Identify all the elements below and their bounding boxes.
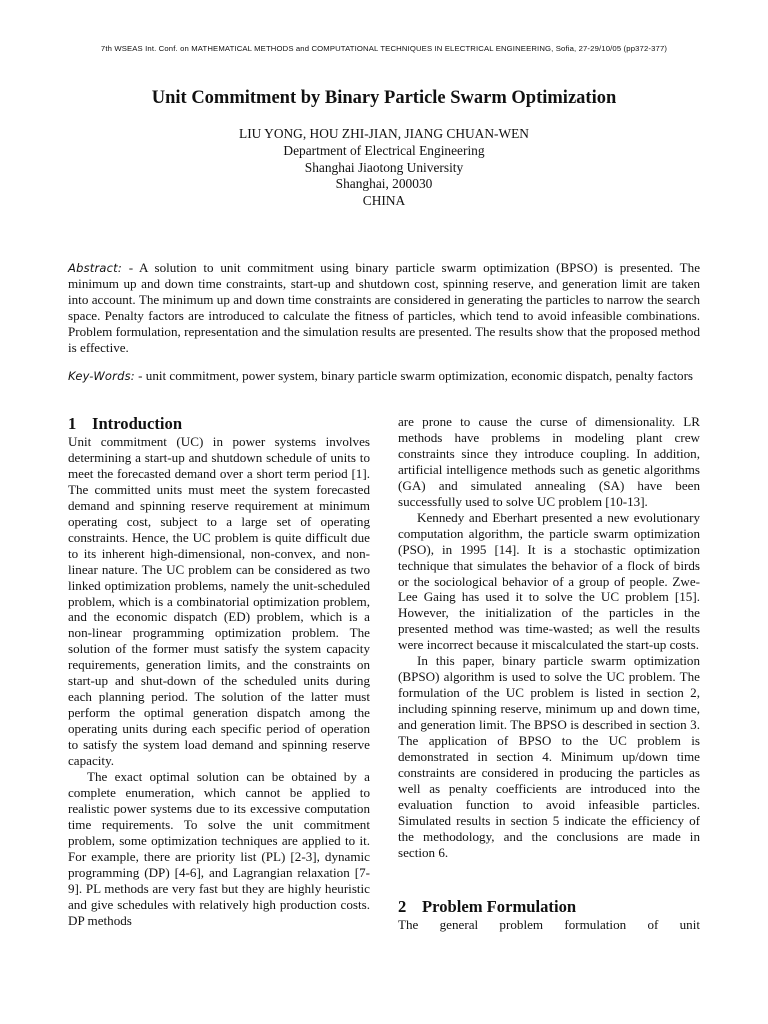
author-block [0,126,768,210]
right-column [398,414,700,933]
intro-paragraph-4: In this paper, binary particle swarm optimization (BPSO) algorithm is used to solve the UC problem. The formulation of the UC problem is listed in section 2, including spinning reserve, minimum up and down time, and generation limit. The BPSO is described in section 3. The application of BPSO to the UC problem is demonstrated in section 4. Minimum up/down time constraints are considered in producing the particles as well as penalty coefficients are introduced into the evaluation function to avoid infeasible particles. Simulated results in section 5 indicate the efficiency of the methodology, and the conclusions are made in section 6. [398,653,700,860]
section-number: 2 [398,896,407,916]
affiliation-country: CHINA [362,193,406,209]
conference-header: 7th WSEAS Int. Conf. on MATHEMATICAL METHODS and COMPUTATIONAL TECHNIQUES IN ELECTRICAL ENGINEERING, Sofia, 27-29/10/05 (pp372-377) [100,44,668,53]
section-title: Problem Formulation [422,896,577,916]
abstract-label: Abstract: [68,261,122,275]
author-names: LIU YONG, HOU ZHI-JIAN, JIANG CHUAN-WEN [239,126,529,141]
abstract-text: - A solution to unit commitment using binary particle swarm optimization (BPSO) is presented. The minimum up and down time constraints, start-up and shutdown cost, spinning reserve, and generation limit are taken into account. The minimum up and down time constraints are considered in generating the particles to narrow the search space. Penalty factors are introduced to calculate the fitness of particles, which tend to avoid infeasible combinations. Problem formulation, representation and the simulation results are presented. The results show that the proposed method is effective. [68,260,701,356]
section-number: 1 [68,414,77,433]
affiliation-department: Department of Electrical Engineering [283,142,485,158]
keywords-label: Key-Words: [68,369,135,383]
left-column [68,414,370,929]
intro-paragraph-1: Unit commitment (UC) in power systems involves determining a start-up and shutdown schedule of units to meet the forecasted demand over a short term period [1]. The committed units must meet the system forecasted demand and spinning reserve requirement at minimum operating cost, subject to a large set of operating constraints. Hence, the UC problem is quite difficult due to its inherent high-dimensional, non-convex, and non-linear nature. The UC problem can be considered as two linked optimization problems, namely the unit-scheduled problem, which is a combinatorial optimization problem, and the economic dispatch (ED) problem, which is a non-linear programming optimization problem. The solution of the former must satisfy the system capacity requirements, generation limits, and the constraints on start-up and shut-down of the scheduled units during each planning period. The solution of the latter must perform the optimal generation dispatch among the operating units during each specific period of operation to satisfy the system load demand and spinning reserve capacity. [68,434,370,769]
affiliation-university: Shanghai Jiaotong University [304,159,464,175]
section-heading-introduction [68,414,370,434]
keywords-text: - unit commitment, power system, binary particle swarm optimization, economic dispatch, penalty factors [138,368,694,383]
affiliation-city: Shanghai, 200030 [335,176,433,192]
intro-paragraph-2-continued: are prone to cause the curse of dimensionality. LR methods have problems in modeling plant crew constraints since they introduce coupling. In addition, artificial intelligence methods such as genetic algorithms (GA) and simulated annealing (SA) have been successfully used to solve UC problem [10-13]. [398,414,700,509]
paper-title: Unit Commitment by Binary Particle Swarm Optimization [151,88,617,108]
keywords [68,368,700,384]
problem-formulation-paragraph: The general problem formulation of unit [398,916,700,932]
intro-paragraph-2: The exact optimal solution can be obtained by a complete enumeration, which cannot be applied to realistic power systems due to its excessive computation time requirements. To solve the unit commitment problem, some optimization techniques are applied to it. For example, there are priority list (PL) [2-3], dynamic programming (DP) [4-6], and Lagrangian relaxation [7-9]. PL methods are very fast but they are highly heuristic and give schedules with relatively high production costs. DP methods [68,769,370,928]
abstract [68,260,700,357]
intro-paragraph-3: Kennedy and Eberhart presented a new evolutionary computation algorithm, the particle swarm optimization (PSO), in 1995 [14]. It is a stochastic optimization technique that simulates the behavior of a flock of birds or the sociological behavior of a group of people. Zwe-Lee Gaing has used it to solve the UC problem [15]. However, the initialization of the particles in the presented method was time-wasted; as well the results were incorrect because it miscalculated the start-up costs. [398,509,700,653]
section-title: Introduction [92,414,183,433]
section-heading-problem-formulation [398,897,700,917]
